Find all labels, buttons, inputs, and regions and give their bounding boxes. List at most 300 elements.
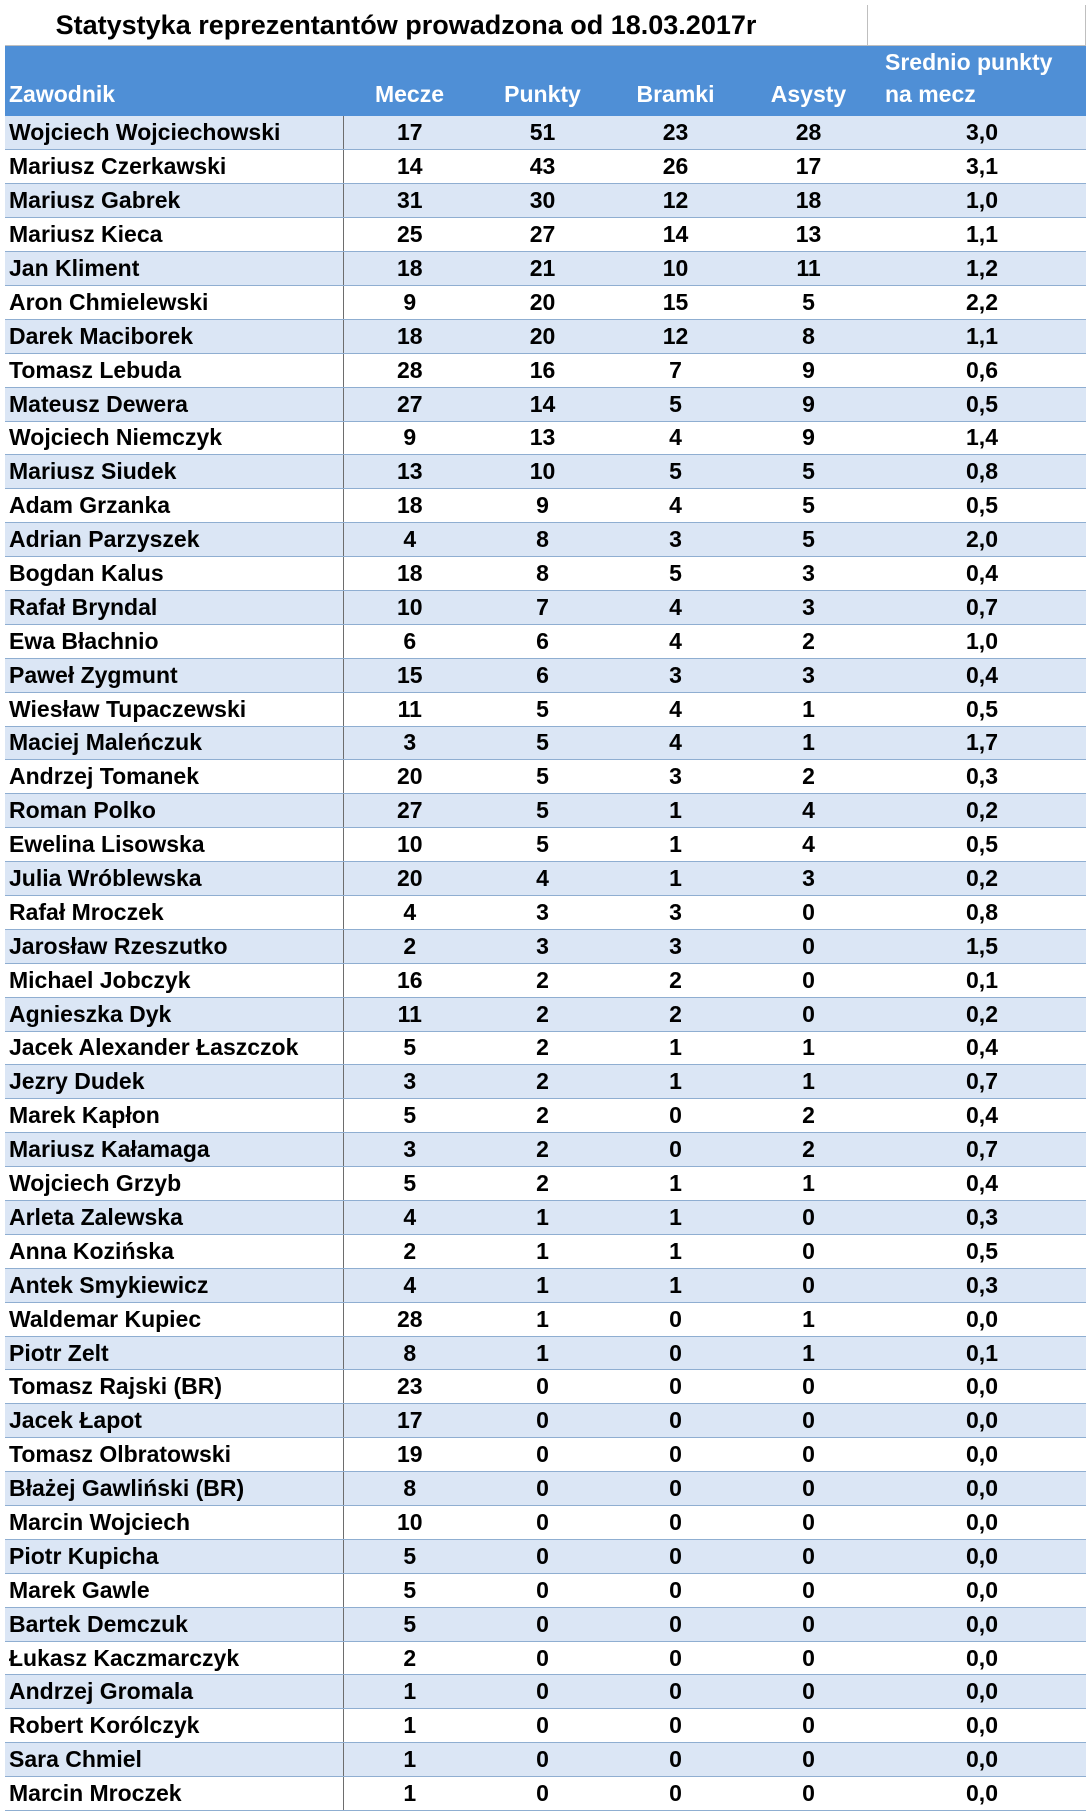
cell-avg-points[interactable]: 0,0 (875, 1506, 1086, 1540)
cell-goals[interactable]: 0 (609, 1709, 742, 1743)
cell-avg-points[interactable]: 0,2 (875, 862, 1086, 896)
cell-goals[interactable]: 1 (609, 1268, 742, 1302)
cell-points[interactable]: 2 (476, 963, 609, 997)
cell-matches[interactable]: 27 (343, 794, 476, 828)
cell-assists[interactable]: 0 (742, 1234, 875, 1268)
cell-avg-points[interactable]: 0,0 (875, 1675, 1086, 1709)
cell-player[interactable]: Wojciech Niemczyk (5, 421, 343, 455)
cell-avg-points[interactable]: 2,2 (875, 285, 1086, 319)
cell-points[interactable]: 20 (476, 319, 609, 353)
header-matches[interactable]: Mecze (343, 46, 476, 116)
cell-points[interactable]: 8 (476, 523, 609, 557)
cell-avg-points[interactable]: 0,1 (875, 1336, 1086, 1370)
cell-player[interactable]: Aron Chmielewski (5, 285, 343, 319)
cell-goals[interactable]: 0 (609, 1370, 742, 1404)
cell-avg-points[interactable]: 3,0 (875, 116, 1086, 150)
cell-player[interactable]: Jan Kliment (5, 252, 343, 286)
cell-player[interactable]: Marcin Wojciech (5, 1506, 343, 1540)
cell-player[interactable]: Ewelina Lisowska (5, 828, 343, 862)
cell-matches[interactable]: 19 (343, 1438, 476, 1472)
cell-matches[interactable]: 1 (343, 1675, 476, 1709)
cell-player[interactable]: Antek Smykiewicz (5, 1268, 343, 1302)
cell-avg-points[interactable]: 0,5 (875, 387, 1086, 421)
cell-matches[interactable]: 5 (343, 1099, 476, 1133)
cell-player[interactable]: Mateusz Dewera (5, 387, 343, 421)
cell-assists[interactable]: 13 (742, 218, 875, 252)
cell-avg-points[interactable]: 0,4 (875, 1031, 1086, 1065)
cell-points[interactable]: 0 (476, 1506, 609, 1540)
cell-avg-points[interactable]: 0,7 (875, 1065, 1086, 1099)
cell-avg-points[interactable]: 0,8 (875, 895, 1086, 929)
cell-matches[interactable]: 3 (343, 726, 476, 760)
cell-avg-points[interactable]: 1,4 (875, 421, 1086, 455)
cell-goals[interactable]: 3 (609, 523, 742, 557)
cell-avg-points[interactable]: 0,0 (875, 1777, 1086, 1811)
cell-player[interactable]: Jacek Alexander Łaszczok (5, 1031, 343, 1065)
cell-assists[interactable]: 5 (742, 523, 875, 557)
cell-avg-points[interactable]: 0,0 (875, 1472, 1086, 1506)
cell-assists[interactable]: 9 (742, 421, 875, 455)
cell-points[interactable]: 0 (476, 1539, 609, 1573)
cell-points[interactable]: 21 (476, 252, 609, 286)
cell-points[interactable]: 6 (476, 624, 609, 658)
cell-assists[interactable]: 5 (742, 285, 875, 319)
cell-matches[interactable]: 13 (343, 455, 476, 489)
cell-matches[interactable]: 2 (343, 1234, 476, 1268)
cell-matches[interactable]: 4 (343, 523, 476, 557)
cell-player[interactable]: Michael Jobczyk (5, 963, 343, 997)
cell-avg-points[interactable]: 0,4 (875, 1099, 1086, 1133)
cell-avg-points[interactable]: 0,0 (875, 1539, 1086, 1573)
cell-points[interactable]: 2 (476, 1099, 609, 1133)
cell-matches[interactable]: 4 (343, 1268, 476, 1302)
cell-avg-points[interactable]: 1,0 (875, 184, 1086, 218)
cell-matches[interactable]: 6 (343, 624, 476, 658)
cell-player[interactable]: Mariusz Gabrek (5, 184, 343, 218)
cell-assists[interactable]: 0 (742, 895, 875, 929)
cell-matches[interactable]: 4 (343, 895, 476, 929)
cell-points[interactable]: 14 (476, 387, 609, 421)
cell-points[interactable]: 51 (476, 116, 609, 150)
cell-avg-points[interactable]: 0,3 (875, 1201, 1086, 1235)
cell-goals[interactable]: 1 (609, 862, 742, 896)
cell-goals[interactable]: 0 (609, 1099, 742, 1133)
cell-matches[interactable]: 15 (343, 658, 476, 692)
cell-matches[interactable]: 28 (343, 353, 476, 387)
cell-goals[interactable]: 4 (609, 692, 742, 726)
cell-points[interactable]: 1 (476, 1201, 609, 1235)
cell-player[interactable]: Agnieszka Dyk (5, 997, 343, 1031)
cell-player[interactable]: Łukasz Kaczmarczyk (5, 1641, 343, 1675)
cell-assists[interactable]: 0 (742, 1370, 875, 1404)
cell-matches[interactable]: 10 (343, 1506, 476, 1540)
cell-player[interactable]: Tomasz Lebuda (5, 353, 343, 387)
cell-assists[interactable]: 1 (742, 1065, 875, 1099)
cell-avg-points[interactable]: 1,2 (875, 252, 1086, 286)
cell-goals[interactable]: 4 (609, 489, 742, 523)
cell-matches[interactable]: 3 (343, 1065, 476, 1099)
cell-avg-points[interactable]: 0,0 (875, 1743, 1086, 1777)
cell-points[interactable]: 5 (476, 794, 609, 828)
cell-player[interactable]: Arleta Zalewska (5, 1201, 343, 1235)
cell-player[interactable]: Jarosław Rzeszutko (5, 929, 343, 963)
cell-points[interactable]: 0 (476, 1777, 609, 1811)
cell-player[interactable]: Maciej Maleńczuk (5, 726, 343, 760)
cell-matches[interactable]: 28 (343, 1302, 476, 1336)
cell-matches[interactable]: 5 (343, 1031, 476, 1065)
cell-avg-points[interactable]: 0,0 (875, 1573, 1086, 1607)
cell-assists[interactable]: 17 (742, 150, 875, 184)
cell-goals[interactable]: 4 (609, 726, 742, 760)
cell-matches[interactable]: 5 (343, 1167, 476, 1201)
cell-goals[interactable]: 15 (609, 285, 742, 319)
cell-assists[interactable]: 1 (742, 726, 875, 760)
cell-goals[interactable]: 3 (609, 929, 742, 963)
cell-goals[interactable]: 0 (609, 1438, 742, 1472)
cell-points[interactable]: 43 (476, 150, 609, 184)
cell-points[interactable]: 5 (476, 828, 609, 862)
cell-goals[interactable]: 23 (609, 116, 742, 150)
cell-matches[interactable]: 3 (343, 1133, 476, 1167)
cell-points[interactable]: 3 (476, 895, 609, 929)
cell-avg-points[interactable]: 0,4 (875, 1167, 1086, 1201)
cell-avg-points[interactable]: 0,0 (875, 1302, 1086, 1336)
cell-avg-points[interactable]: 0,8 (875, 455, 1086, 489)
cell-avg-points[interactable]: 0,4 (875, 557, 1086, 591)
cell-goals[interactable]: 3 (609, 895, 742, 929)
cell-goals[interactable]: 12 (609, 184, 742, 218)
cell-matches[interactable]: 18 (343, 319, 476, 353)
cell-avg-points[interactable]: 0,5 (875, 692, 1086, 726)
cell-points[interactable]: 0 (476, 1675, 609, 1709)
cell-player[interactable]: Ewa Błachnio (5, 624, 343, 658)
cell-avg-points[interactable]: 0,0 (875, 1641, 1086, 1675)
cell-points[interactable]: 1 (476, 1336, 609, 1370)
header-player[interactable]: Zawodnik (5, 46, 343, 116)
cell-points[interactable]: 2 (476, 1167, 609, 1201)
cell-avg-points[interactable]: 1,0 (875, 624, 1086, 658)
cell-matches[interactable]: 14 (343, 150, 476, 184)
cell-player[interactable]: Marek Kapłon (5, 1099, 343, 1133)
cell-points[interactable]: 2 (476, 1133, 609, 1167)
cell-goals[interactable]: 2 (609, 963, 742, 997)
cell-points[interactable]: 1 (476, 1268, 609, 1302)
cell-assists[interactable]: 4 (742, 828, 875, 862)
cell-assists[interactable]: 9 (742, 353, 875, 387)
cell-player[interactable]: Mariusz Siudek (5, 455, 343, 489)
cell-matches[interactable]: 17 (343, 116, 476, 150)
cell-goals[interactable]: 0 (609, 1336, 742, 1370)
cell-goals[interactable]: 0 (609, 1573, 742, 1607)
cell-avg-points[interactable]: 0,2 (875, 997, 1086, 1031)
cell-assists[interactable]: 0 (742, 1641, 875, 1675)
cell-player[interactable]: Andrzej Gromala (5, 1675, 343, 1709)
cell-avg-points[interactable]: 0,3 (875, 1268, 1086, 1302)
cell-assists[interactable]: 1 (742, 1336, 875, 1370)
cell-assists[interactable]: 0 (742, 929, 875, 963)
cell-matches[interactable]: 4 (343, 1201, 476, 1235)
cell-player[interactable]: Julia Wróblewska (5, 862, 343, 896)
cell-points[interactable]: 27 (476, 218, 609, 252)
cell-assists[interactable]: 5 (742, 489, 875, 523)
cell-goals[interactable]: 0 (609, 1607, 742, 1641)
cell-goals[interactable]: 5 (609, 387, 742, 421)
cell-assists[interactable]: 2 (742, 1099, 875, 1133)
cell-assists[interactable]: 1 (742, 1302, 875, 1336)
cell-points[interactable]: 6 (476, 658, 609, 692)
cell-points[interactable]: 0 (476, 1709, 609, 1743)
cell-matches[interactable]: 2 (343, 929, 476, 963)
cell-points[interactable]: 13 (476, 421, 609, 455)
cell-avg-points[interactable]: 0,0 (875, 1438, 1086, 1472)
cell-points[interactable]: 2 (476, 997, 609, 1031)
cell-player[interactable]: Tomasz Rajski (BR) (5, 1370, 343, 1404)
cell-matches[interactable]: 9 (343, 421, 476, 455)
cell-matches[interactable]: 2 (343, 1641, 476, 1675)
cell-player[interactable]: Marek Gawle (5, 1573, 343, 1607)
cell-assists[interactable]: 0 (742, 997, 875, 1031)
cell-matches[interactable]: 27 (343, 387, 476, 421)
cell-points[interactable]: 0 (476, 1743, 609, 1777)
cell-goals[interactable]: 3 (609, 760, 742, 794)
cell-goals[interactable]: 1 (609, 794, 742, 828)
cell-assists[interactable]: 1 (742, 1167, 875, 1201)
cell-assists[interactable]: 0 (742, 1438, 875, 1472)
cell-points[interactable]: 1 (476, 1302, 609, 1336)
cell-player[interactable]: Bogdan Kalus (5, 557, 343, 591)
cell-matches[interactable]: 18 (343, 252, 476, 286)
cell-goals[interactable]: 1 (609, 1234, 742, 1268)
cell-assists[interactable]: 0 (742, 963, 875, 997)
cell-matches[interactable]: 5 (343, 1607, 476, 1641)
cell-goals[interactable]: 0 (609, 1743, 742, 1777)
cell-matches[interactable]: 1 (343, 1743, 476, 1777)
cell-points[interactable]: 1 (476, 1234, 609, 1268)
cell-avg-points[interactable]: 0,1 (875, 963, 1086, 997)
cell-assists[interactable]: 3 (742, 557, 875, 591)
cell-avg-points[interactable]: 0,7 (875, 590, 1086, 624)
cell-avg-points[interactable]: 0,7 (875, 1133, 1086, 1167)
cell-matches[interactable]: 10 (343, 590, 476, 624)
cell-goals[interactable]: 1 (609, 1201, 742, 1235)
cell-assists[interactable]: 0 (742, 1573, 875, 1607)
cell-player[interactable]: Tomasz Olbratowski (5, 1438, 343, 1472)
cell-goals[interactable]: 0 (609, 1472, 742, 1506)
cell-matches[interactable]: 8 (343, 1472, 476, 1506)
cell-matches[interactable]: 25 (343, 218, 476, 252)
cell-player[interactable]: Piotr Kupicha (5, 1539, 343, 1573)
cell-player[interactable]: Sara Chmiel (5, 1743, 343, 1777)
cell-points[interactable]: 5 (476, 726, 609, 760)
cell-avg-points[interactable]: 2,0 (875, 523, 1086, 557)
cell-points[interactable]: 3 (476, 929, 609, 963)
cell-player[interactable]: Błażej Gawliński (BR) (5, 1472, 343, 1506)
cell-assists[interactable]: 11 (742, 252, 875, 286)
cell-player[interactable]: Adrian Parzyszek (5, 523, 343, 557)
cell-avg-points[interactable]: 1,1 (875, 218, 1086, 252)
cell-goals[interactable]: 0 (609, 1539, 742, 1573)
cell-player[interactable]: Bartek Demczuk (5, 1607, 343, 1641)
cell-assists[interactable]: 3 (742, 590, 875, 624)
cell-goals[interactable]: 1 (609, 1031, 742, 1065)
cell-points[interactable]: 0 (476, 1404, 609, 1438)
cell-assists[interactable]: 0 (742, 1201, 875, 1235)
cell-avg-points[interactable]: 0,3 (875, 760, 1086, 794)
cell-matches[interactable]: 5 (343, 1539, 476, 1573)
cell-goals[interactable]: 26 (609, 150, 742, 184)
cell-assists[interactable]: 0 (742, 1404, 875, 1438)
cell-goals[interactable]: 0 (609, 1133, 742, 1167)
cell-matches[interactable]: 17 (343, 1404, 476, 1438)
cell-assists[interactable]: 5 (742, 455, 875, 489)
cell-goals[interactable]: 4 (609, 624, 742, 658)
cell-avg-points[interactable]: 0,2 (875, 794, 1086, 828)
cell-assists[interactable]: 1 (742, 692, 875, 726)
cell-matches[interactable]: 10 (343, 828, 476, 862)
cell-goals[interactable]: 3 (609, 658, 742, 692)
cell-matches[interactable]: 18 (343, 557, 476, 591)
cell-assists[interactable]: 3 (742, 658, 875, 692)
cell-goals[interactable]: 0 (609, 1404, 742, 1438)
cell-points[interactable]: 7 (476, 590, 609, 624)
cell-avg-points[interactable]: 0,4 (875, 658, 1086, 692)
cell-player[interactable]: Wojciech Wojciechowski (5, 116, 343, 150)
cell-assists[interactable]: 0 (742, 1268, 875, 1302)
cell-player[interactable]: Darek Maciborek (5, 319, 343, 353)
cell-goals[interactable]: 12 (609, 319, 742, 353)
cell-goals[interactable]: 1 (609, 828, 742, 862)
cell-matches[interactable]: 23 (343, 1370, 476, 1404)
cell-player[interactable]: Marcin Mroczek (5, 1777, 343, 1811)
cell-avg-points[interactable]: 0,0 (875, 1404, 1086, 1438)
cell-assists[interactable]: 0 (742, 1709, 875, 1743)
cell-assists[interactable]: 28 (742, 116, 875, 150)
cell-player[interactable]: Mariusz Czerkawski (5, 150, 343, 184)
cell-avg-points[interactable]: 3,1 (875, 150, 1086, 184)
cell-player[interactable]: Piotr Zelt (5, 1336, 343, 1370)
cell-matches[interactable]: 1 (343, 1777, 476, 1811)
cell-matches[interactable]: 11 (343, 997, 476, 1031)
cell-points[interactable]: 0 (476, 1438, 609, 1472)
cell-player[interactable]: Rafał Mroczek (5, 895, 343, 929)
cell-player[interactable]: Mariusz Kieca (5, 218, 343, 252)
header-avg-points[interactable]: Srednio punkty na mecz (875, 46, 1086, 116)
cell-points[interactable]: 16 (476, 353, 609, 387)
cell-goals[interactable]: 10 (609, 252, 742, 286)
cell-points[interactable]: 0 (476, 1472, 609, 1506)
cell-points[interactable]: 5 (476, 692, 609, 726)
cell-points[interactable]: 8 (476, 557, 609, 591)
header-points[interactable]: Punkty (476, 46, 609, 116)
cell-goals[interactable]: 4 (609, 421, 742, 455)
cell-goals[interactable]: 0 (609, 1641, 742, 1675)
cell-player[interactable]: Wojciech Grzyb (5, 1167, 343, 1201)
cell-assists[interactable]: 18 (742, 184, 875, 218)
cell-points[interactable]: 2 (476, 1031, 609, 1065)
cell-assists[interactable]: 8 (742, 319, 875, 353)
cell-player[interactable]: Adam Grzanka (5, 489, 343, 523)
cell-goals[interactable]: 0 (609, 1777, 742, 1811)
cell-avg-points[interactable]: 0,5 (875, 828, 1086, 862)
cell-points[interactable]: 5 (476, 760, 609, 794)
cell-goals[interactable]: 4 (609, 590, 742, 624)
cell-points[interactable]: 30 (476, 184, 609, 218)
cell-player[interactable]: Wiesław Tupaczewski (5, 692, 343, 726)
cell-points[interactable]: 0 (476, 1370, 609, 1404)
cell-goals[interactable]: 14 (609, 218, 742, 252)
cell-avg-points[interactable]: 1,1 (875, 319, 1086, 353)
cell-matches[interactable]: 9 (343, 285, 476, 319)
cell-matches[interactable]: 16 (343, 963, 476, 997)
cell-goals[interactable]: 7 (609, 353, 742, 387)
cell-assists[interactable]: 0 (742, 1472, 875, 1506)
header-goals[interactable]: Bramki (609, 46, 742, 116)
cell-matches[interactable]: 20 (343, 862, 476, 896)
cell-goals[interactable]: 0 (609, 1506, 742, 1540)
cell-avg-points[interactable]: 0,6 (875, 353, 1086, 387)
cell-assists[interactable]: 0 (742, 1777, 875, 1811)
cell-assists[interactable]: 0 (742, 1539, 875, 1573)
cell-player[interactable]: Anna Kozińska (5, 1234, 343, 1268)
cell-points[interactable]: 9 (476, 489, 609, 523)
header-assists[interactable]: Asysty (742, 46, 875, 116)
cell-matches[interactable]: 1 (343, 1709, 476, 1743)
cell-matches[interactable]: 5 (343, 1573, 476, 1607)
cell-matches[interactable]: 11 (343, 692, 476, 726)
cell-player[interactable]: Waldemar Kupiec (5, 1302, 343, 1336)
cell-points[interactable]: 0 (476, 1573, 609, 1607)
cell-player[interactable]: Paweł Zygmunt (5, 658, 343, 692)
cell-matches[interactable]: 31 (343, 184, 476, 218)
cell-avg-points[interactable]: 0,0 (875, 1709, 1086, 1743)
cell-avg-points[interactable]: 0,5 (875, 1234, 1086, 1268)
cell-assists[interactable]: 2 (742, 760, 875, 794)
cell-avg-points[interactable]: 0,0 (875, 1370, 1086, 1404)
cell-matches[interactable]: 8 (343, 1336, 476, 1370)
cell-points[interactable]: 0 (476, 1641, 609, 1675)
cell-goals[interactable]: 2 (609, 997, 742, 1031)
cell-player[interactable]: Mariusz Kałamaga (5, 1133, 343, 1167)
cell-goals[interactable]: 5 (609, 455, 742, 489)
cell-assists[interactable]: 9 (742, 387, 875, 421)
cell-points[interactable]: 2 (476, 1065, 609, 1099)
cell-assists[interactable]: 0 (742, 1506, 875, 1540)
cell-player[interactable]: Jacek Łapot (5, 1404, 343, 1438)
cell-goals[interactable]: 1 (609, 1065, 742, 1099)
cell-avg-points[interactable]: 0,0 (875, 1607, 1086, 1641)
cell-matches[interactable]: 18 (343, 489, 476, 523)
cell-assists[interactable]: 0 (742, 1607, 875, 1641)
cell-points[interactable]: 20 (476, 285, 609, 319)
cell-goals[interactable]: 0 (609, 1675, 742, 1709)
cell-points[interactable]: 10 (476, 455, 609, 489)
cell-assists[interactable]: 2 (742, 624, 875, 658)
cell-goals[interactable]: 1 (609, 1167, 742, 1201)
cell-points[interactable]: 4 (476, 862, 609, 896)
cell-player[interactable]: Robert Korólczyk (5, 1709, 343, 1743)
cell-assists[interactable]: 1 (742, 1031, 875, 1065)
cell-player[interactable]: Rafał Bryndal (5, 590, 343, 624)
cell-matches[interactable]: 20 (343, 760, 476, 794)
cell-goals[interactable]: 0 (609, 1302, 742, 1336)
cell-player[interactable]: Andrzej Tomanek (5, 760, 343, 794)
cell-avg-points[interactable]: 1,5 (875, 929, 1086, 963)
cell-assists[interactable]: 3 (742, 862, 875, 896)
cell-assists[interactable]: 0 (742, 1743, 875, 1777)
cell-assists[interactable]: 0 (742, 1675, 875, 1709)
cell-assists[interactable]: 4 (742, 794, 875, 828)
cell-points[interactable]: 0 (476, 1607, 609, 1641)
